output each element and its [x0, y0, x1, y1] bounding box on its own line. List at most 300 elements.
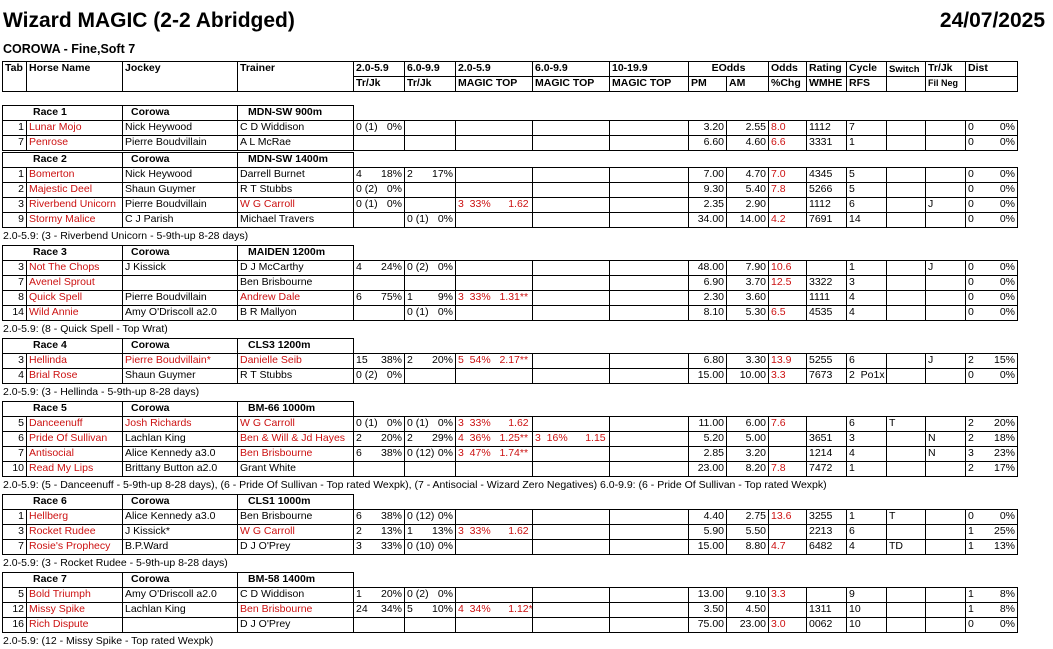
dist-count: 0 [965, 368, 976, 383]
magic-10-19 [609, 275, 688, 290]
race-header-row [0, 245, 1053, 260]
trjk-2-5-count: 4 [353, 167, 379, 182]
odds-am: 5.50 [726, 524, 768, 539]
race-venue: Corowa [122, 245, 237, 260]
table-edge [1017, 509, 1022, 524]
odds-change: 3.3 [768, 587, 806, 602]
col-trjk-2-5: 2.0-5.9 [353, 61, 404, 76]
trjk-6-9-pct [430, 617, 455, 632]
race-number: Race 4 [2, 338, 122, 353]
magic-6-9 [532, 524, 609, 539]
dist-pct: 0% [999, 510, 1015, 522]
magic-2-5 [455, 617, 532, 632]
odds-am: 9.10 [726, 587, 768, 602]
switch [886, 212, 925, 227]
trjk-flag [925, 305, 965, 320]
magic-2-5 [455, 275, 532, 290]
trjk-6-9-pct: 0% [437, 588, 453, 600]
horse-name: Avenel Sprout [26, 275, 122, 290]
magic-6-9 [532, 182, 609, 197]
cycle: 4 [846, 305, 886, 320]
trjk-2-5-count: 0 (1) [353, 120, 379, 135]
race-number: Race 1 [2, 105, 122, 120]
jockey-name: Lachlan King [122, 602, 237, 617]
switch [886, 587, 925, 602]
odds-change: 13.9 [768, 353, 806, 368]
magic-6-9 [532, 290, 609, 305]
table-edge [1017, 602, 1022, 617]
switch [886, 135, 925, 150]
runner-row [0, 135, 1053, 150]
magic-2-5: 5 54% 2.17** [455, 353, 532, 368]
race-venue: Corowa [122, 105, 237, 120]
odds-am: 5.30 [726, 305, 768, 320]
race-info: CLS1 1000m [237, 494, 353, 509]
runner-tab: 16 [2, 617, 26, 632]
sub-chg: %Chg [768, 76, 806, 91]
magic-2-5 [455, 305, 532, 320]
runner-row [0, 509, 1053, 524]
trjk-2-5-pct: 0% [386, 121, 402, 133]
runner-row [0, 305, 1053, 320]
trjk-6-9-pct: 29% [432, 432, 454, 444]
magic-2-5 [455, 539, 532, 554]
col-magic-6-9: 6.0-9.9 [532, 61, 609, 76]
runner-tab: 2 [2, 182, 26, 197]
odds-pm: 2.30 [688, 290, 726, 305]
dist-count: 1 [965, 602, 976, 617]
trjk-2-5-pct: 38% [381, 510, 403, 522]
dist-pct: 13% [993, 540, 1015, 552]
trjk-6-9-count: 0 (1) [404, 305, 430, 320]
odds-pm: 6.60 [688, 135, 726, 150]
rule-line [2, 91, 1018, 92]
odds-change: 7.8 [768, 461, 806, 476]
magic-2-5 [455, 135, 532, 150]
trjk-6-9-pct [430, 120, 455, 135]
race-info: MDN-SW 1400m [237, 152, 353, 167]
dist-pct: 15% [993, 354, 1015, 366]
switch [886, 431, 925, 446]
trjk-flag [925, 602, 965, 617]
magic-10-19 [609, 416, 688, 431]
trjk-6-9-pct [430, 461, 455, 476]
trjk-2-5-pct: 34% [381, 603, 403, 615]
column-subheader-row [0, 76, 1053, 91]
table-edge [1017, 167, 1022, 182]
odds-am: 10.00 [726, 368, 768, 383]
horse-name: Stormy Malice [26, 212, 122, 227]
magic-2-5 [455, 212, 532, 227]
runner-row [0, 587, 1053, 602]
trjk-2-5-count: 24 [353, 602, 379, 617]
race-header-edge [353, 401, 358, 416]
trjk-flag [925, 617, 965, 632]
trainer-name: A L McRae [237, 135, 353, 150]
odds-change: 3.3 [768, 368, 806, 383]
trjk-6-9-count: 0 (1) [404, 416, 430, 431]
rule-line [2, 476, 1018, 477]
magic-6-9 [532, 305, 609, 320]
race-info: CLS3 1200m [237, 338, 353, 353]
odds-pm: 4.40 [688, 509, 726, 524]
trjk-6-9-pct: 9% [437, 291, 453, 303]
race-header-row [0, 105, 1053, 120]
jockey-name: Nick Heywood [122, 167, 237, 182]
trjk-2-5-count: 2 [353, 431, 379, 446]
trjk-2-5-pct: 0% [386, 198, 402, 210]
trjk-2-5-pct [379, 305, 404, 320]
trjk-6-9-count: 5 [404, 602, 430, 617]
trjk-2-5-pct [379, 461, 404, 476]
trainer-name: D J O'Prey [237, 617, 353, 632]
dist-pct: 0% [999, 198, 1015, 210]
odds-change: 3.0 [768, 617, 806, 632]
odds-am: 5.00 [726, 431, 768, 446]
runner-row [0, 260, 1053, 275]
dist-count: 0 [965, 509, 976, 524]
trjk-2-5-count [353, 461, 379, 476]
horse-name: Riverbend Unicorn [26, 197, 122, 212]
horse-name: Quick Spell [26, 290, 122, 305]
odds-am: 4.60 [726, 135, 768, 150]
runner-tab: 6 [2, 431, 26, 446]
trainer-name: C D Widdison [237, 587, 353, 602]
rating: 1311 [806, 602, 846, 617]
dist-pct: 8% [999, 588, 1015, 600]
magic-2-5 [455, 167, 532, 182]
dist-pct: 0% [999, 213, 1015, 225]
trjk-6-9-count: 0 (12) [404, 446, 430, 461]
magic-6-9 [532, 197, 609, 212]
switch [886, 167, 925, 182]
trjk-2-5-count: 0 (1) [353, 197, 379, 212]
magic-10-19 [609, 509, 688, 524]
runner-tab: 3 [2, 260, 26, 275]
runner-tab: 7 [2, 275, 26, 290]
dist-pct: 25% [993, 525, 1015, 537]
magic-6-9 [532, 602, 609, 617]
horse-name: Not The Chops [26, 260, 122, 275]
rating [806, 260, 846, 275]
trjk-6-9-pct: 20% [432, 354, 454, 366]
runner-row [0, 197, 1053, 212]
horse-name: Antisocial [26, 446, 122, 461]
jockey-name: Amy O'Driscoll a2.0 [122, 587, 237, 602]
switch [886, 275, 925, 290]
race-number: Race 3 [2, 245, 122, 260]
magic-2-5: 3 47% 1.74** [455, 446, 532, 461]
odds-change: 4.2 [768, 212, 806, 227]
odds-am: 8.20 [726, 461, 768, 476]
trjk-2-5-count: 4 [353, 260, 379, 275]
table-edge [1017, 135, 1022, 150]
runner-tab: 3 [2, 197, 26, 212]
magic-10-19 [609, 212, 688, 227]
magic-10-19 [609, 182, 688, 197]
trainer-name: B R Mallyon [237, 305, 353, 320]
table-edge [1017, 416, 1022, 431]
race-note: 2.0-5.9: (8 - Quick Spell - Top Wrat) [3, 323, 168, 335]
cycle: 1 [846, 461, 886, 476]
magic-2-5: 3 33% 1.62 [455, 524, 532, 539]
sub-wmhe: WMHE [806, 76, 846, 91]
rating: 7691 [806, 212, 846, 227]
race-number: Race 6 [2, 494, 122, 509]
trainer-name: W G Carroll [237, 197, 353, 212]
dist-count: 2 [965, 461, 976, 476]
switch: T [886, 509, 925, 524]
odds-pm: 3.50 [688, 602, 726, 617]
runner-tab: 14 [2, 305, 26, 320]
dist-count: 0 [965, 260, 976, 275]
race-note: 2.0-5.9: (3 - Rocket Rudee - 5-9th-up 8-28 days) [3, 557, 228, 569]
trjk-flag [925, 461, 965, 476]
jockey-name: J Kissick [122, 260, 237, 275]
trainer-name: D J O'Prey [237, 539, 353, 554]
runner-tab: 3 [2, 353, 26, 368]
magic-10-19 [609, 446, 688, 461]
odds-pm: 2.35 [688, 197, 726, 212]
runner-tab: 8 [2, 290, 26, 305]
cell [122, 76, 237, 91]
trjk-2-5-pct: 0% [386, 183, 402, 195]
trjk-6-9-pct: 13% [432, 525, 454, 537]
magic-2-5 [455, 368, 532, 383]
col-switch: Switch [886, 61, 925, 76]
trjk-2-5-count [353, 135, 379, 150]
dist-pct: 17% [993, 462, 1015, 474]
magic-6-9 [532, 167, 609, 182]
trjk-2-5-pct: 33% [381, 540, 403, 552]
race-header-row [0, 152, 1053, 167]
odds-am: 7.90 [726, 260, 768, 275]
dist-pct: 18% [993, 432, 1015, 444]
cycle: 3 [846, 275, 886, 290]
jockey-name: Pierre Boudvillain [122, 290, 237, 305]
dist-pct: 0% [999, 276, 1015, 288]
trjk-6-9-pct: 10% [432, 603, 454, 615]
table-edge [1017, 197, 1022, 212]
magic-10-19 [609, 617, 688, 632]
rating: 1214 [806, 446, 846, 461]
magic-6-9 [532, 275, 609, 290]
jockey-name [122, 275, 237, 290]
odds-change: 10.6 [768, 260, 806, 275]
trjk-flag [925, 120, 965, 135]
trjk-6-9-count: 2 [404, 431, 430, 446]
trjk-6-9-count: 1 [404, 290, 430, 305]
odds-pm: 23.00 [688, 461, 726, 476]
switch [886, 197, 925, 212]
dist-pct: 0% [999, 136, 1015, 148]
magic-6-9 [532, 120, 609, 135]
rating: 5266 [806, 182, 846, 197]
trjk-2-5-pct [379, 617, 404, 632]
race-note: 2.0-5.9: (12 - Missy Spike - Top rated Wexpk) [3, 635, 214, 647]
trjk-flag [925, 275, 965, 290]
cycle: 6 [846, 416, 886, 431]
dist-count: 1 [965, 539, 976, 554]
race-header-edge [353, 245, 358, 260]
runner-row [0, 120, 1053, 135]
magic-6-9: 3 16% 1.15 [532, 431, 609, 446]
odds-change: 13.6 [768, 509, 806, 524]
trainer-name: Darrell Burnet [237, 167, 353, 182]
jockey-name: Alice Kennedy a3.0 [122, 509, 237, 524]
odds-am: 2.55 [726, 120, 768, 135]
sub-rfs: RFS [846, 76, 886, 91]
horse-name: Brial Rose [26, 368, 122, 383]
horse-name: Bomerton [26, 167, 122, 182]
horse-name: Hellinda [26, 353, 122, 368]
trjk-6-9-count: 1 [404, 524, 430, 539]
race-note: 2.0-5.9: (3 - Riverbend Unicorn - 5-9th-up 8-28 days) [3, 230, 249, 242]
odds-am: 4.70 [726, 167, 768, 182]
trainer-name: W G Carroll [237, 416, 353, 431]
cell [965, 76, 1017, 91]
trjk-2-5-count: 2 [353, 524, 379, 539]
switch [886, 368, 925, 383]
trjk-flag [925, 587, 965, 602]
column-header-row [0, 61, 1053, 76]
runner-tab: 9 [2, 212, 26, 227]
odds-am: 23.00 [726, 617, 768, 632]
trjk-flag [925, 290, 965, 305]
dist-count: 0 [965, 197, 976, 212]
horse-name: Read My Lips [26, 461, 122, 476]
jockey-name: Pierre Boudvillain [122, 197, 237, 212]
col-tab: Tab [2, 61, 26, 76]
trainer-name: Michael Travers [237, 212, 353, 227]
odds-pm: 13.00 [688, 587, 726, 602]
odds-pm: 2.85 [688, 446, 726, 461]
switch [886, 305, 925, 320]
dist-count: 0 [965, 617, 976, 632]
dist-count: 0 [965, 120, 976, 135]
magic-6-9 [532, 368, 609, 383]
table-edge [1017, 617, 1022, 632]
col-jockey: Jockey [122, 61, 237, 76]
rule-line [2, 150, 1018, 151]
col-trjk: Tr/Jk [925, 61, 965, 76]
trjk-6-9-pct: 0% [437, 261, 453, 273]
odds-pm: 48.00 [688, 260, 726, 275]
col-magic-2-5: 2.0-5.9 [455, 61, 532, 76]
table-edge [1017, 260, 1022, 275]
rating: 4345 [806, 167, 846, 182]
odds-am: 6.00 [726, 416, 768, 431]
odds-pm: 34.00 [688, 212, 726, 227]
odds-pm: 5.20 [688, 431, 726, 446]
cell [886, 76, 925, 91]
trjk-6-9-pct [430, 197, 455, 212]
odds-change [768, 446, 806, 461]
trjk-6-9-pct: 0% [437, 447, 453, 459]
table-edge [1017, 275, 1022, 290]
cycle: 1 [846, 509, 886, 524]
trjk-flag: J [925, 197, 965, 212]
runner-tab: 4 [2, 368, 26, 383]
trjk-2-5-count: 6 [353, 290, 379, 305]
magic-6-9 [532, 446, 609, 461]
trainer-name: R T Stubbs [237, 182, 353, 197]
trjk-6-9-count: 0 (10) [404, 539, 430, 554]
runner-row [0, 368, 1053, 383]
switch [886, 182, 925, 197]
table-edge [1017, 76, 1022, 91]
trjk-flag [925, 182, 965, 197]
horse-name: Wild Annie [26, 305, 122, 320]
switch [886, 260, 925, 275]
cycle: 6 [846, 353, 886, 368]
horse-name: Pride Of Sullivan [26, 431, 122, 446]
race-info: BM-66 1000m [237, 401, 353, 416]
odds-am: 8.80 [726, 539, 768, 554]
trjk-flag: N [925, 446, 965, 461]
magic-10-19 [609, 353, 688, 368]
odds-am: 3.60 [726, 290, 768, 305]
race-venue: Corowa [122, 494, 237, 509]
odds-pm: 15.00 [688, 368, 726, 383]
trjk-6-9-pct: 0% [437, 306, 453, 318]
trjk-6-9-count: 0 (1) [404, 212, 430, 227]
table-edge [1017, 431, 1022, 446]
magic-10-19 [609, 135, 688, 150]
jockey-name: Shaun Guymer [122, 368, 237, 383]
rating [806, 416, 846, 431]
trjk-6-9-count [404, 182, 430, 197]
jockey-name: Brittany Button a2.0 [122, 461, 237, 476]
table-edge [1017, 212, 1022, 227]
horse-name: Danceenuff [26, 416, 122, 431]
sub-magic-6-9: MAGIC TOP [532, 76, 609, 91]
trainer-name: R T Stubbs [237, 368, 353, 383]
col-magic-10-19: 10-19.9 [609, 61, 688, 76]
runner-row [0, 182, 1053, 197]
horse-name: Penrose [26, 135, 122, 150]
race-header-edge [353, 494, 358, 509]
magic-2-5: 3 33% 1.62 [455, 416, 532, 431]
trjk-flag: J [925, 260, 965, 275]
meeting-title: COROWA - Fine,Soft 7 [3, 42, 136, 56]
rating: 0062 [806, 617, 846, 632]
trainer-name: D J McCarthy [237, 260, 353, 275]
switch [886, 290, 925, 305]
cell [2, 76, 26, 91]
col-eodds: EOdds [688, 61, 768, 76]
trjk-flag [925, 368, 965, 383]
trjk-6-9-count [404, 617, 430, 632]
trjk-2-5-count [353, 305, 379, 320]
runner-tab: 1 [2, 509, 26, 524]
odds-change [768, 197, 806, 212]
magic-2-5 [455, 120, 532, 135]
trainer-name: Ben & Will & Jd Hayes [237, 431, 353, 446]
trjk-6-9-count [404, 135, 430, 150]
horse-name: Majestic Deel [26, 182, 122, 197]
odds-pm: 8.10 [688, 305, 726, 320]
trjk-2-5-pct: 75% [381, 291, 403, 303]
rule-line [2, 632, 1018, 633]
cycle: 4 [846, 539, 886, 554]
trjk-6-9-pct: 0% [437, 540, 453, 552]
trainer-name: C D Widdison [237, 120, 353, 135]
trjk-flag [925, 212, 965, 227]
switch [886, 524, 925, 539]
odds-change [768, 602, 806, 617]
odds-pm: 9.30 [688, 182, 726, 197]
